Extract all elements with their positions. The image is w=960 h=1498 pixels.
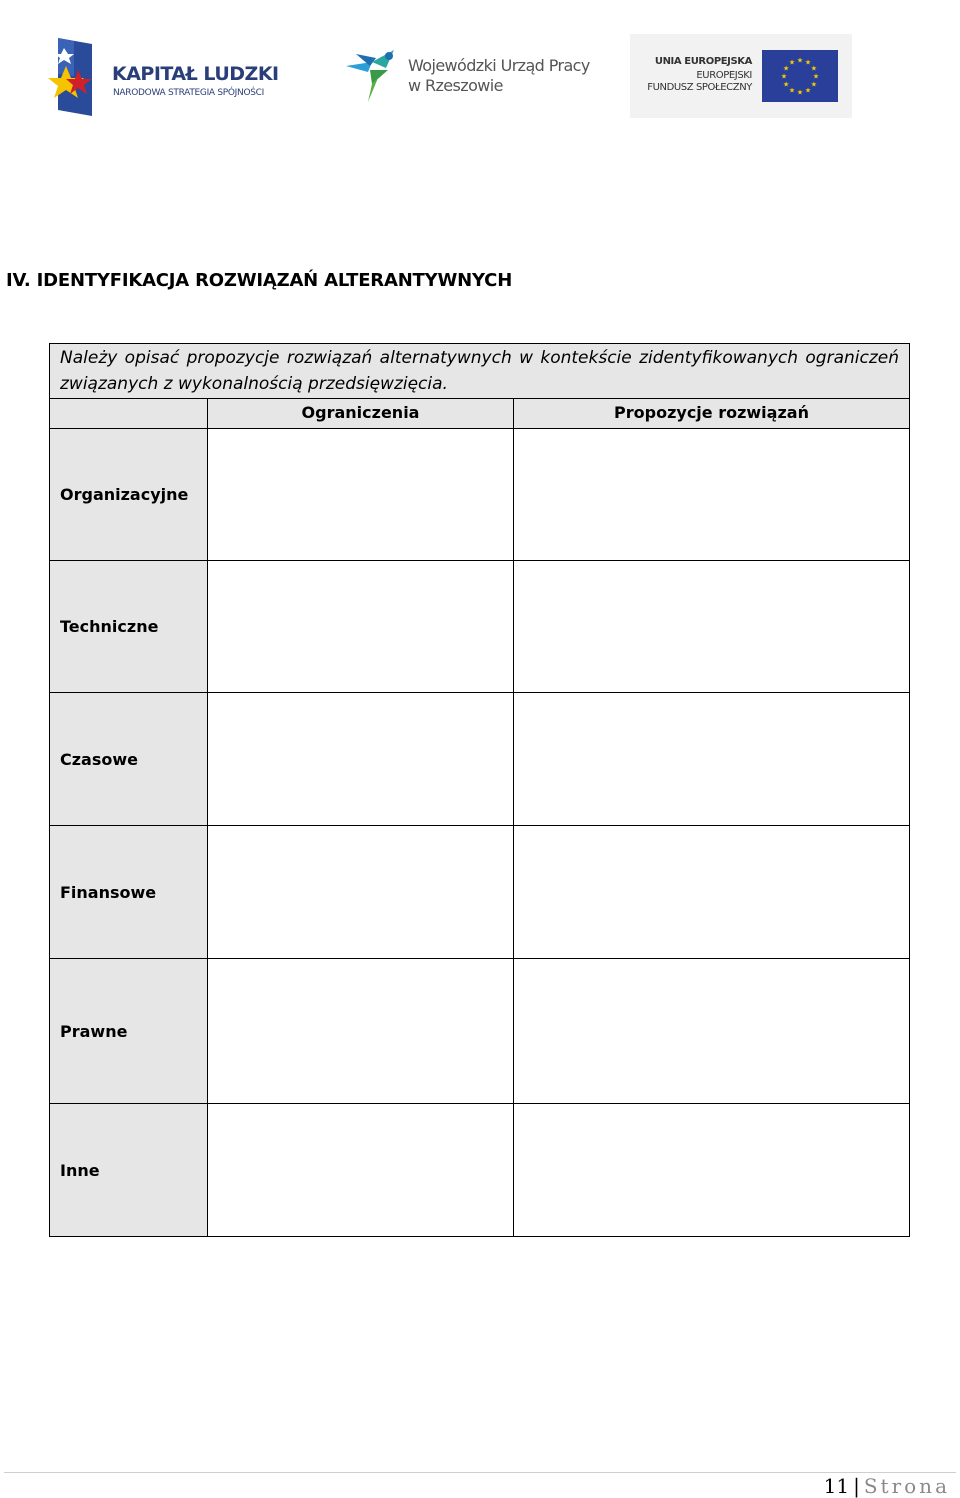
row-label-inne: Inne [49, 1103, 208, 1237]
eu-star-icon: ★ [804, 86, 812, 95]
eu-flag-icon [762, 50, 838, 102]
cell-ograniczenia-organizacyjne[interactable] [207, 428, 514, 561]
eu-star-icon: ★ [780, 72, 788, 81]
wup-name-line1: Wojewódzki Urząd Pracy [408, 56, 590, 75]
eu-star-icon: ★ [796, 56, 804, 65]
row-label-czasowe: Czasowe [49, 692, 208, 826]
eu-star-icon: ★ [804, 58, 812, 67]
cell-propozycje-techniczne[interactable] [513, 560, 910, 693]
eu-efs-logo [630, 34, 852, 118]
wup-name-line2: w Rzeszowie [408, 76, 503, 95]
footer-separator: | [853, 1474, 860, 1498]
kapital-ludzki-logo [44, 36, 294, 120]
wup-rzeszow-logo [342, 44, 602, 108]
kapital-ludzki-subtitle: NARODOWA STRATEGIA SPÓJNOŚCI [113, 88, 264, 98]
eu-star-icon: ★ [782, 80, 790, 89]
page-number: 11 [823, 1474, 850, 1498]
page-footer [824, 1474, 950, 1498]
eu-star-icon: ★ [810, 80, 818, 89]
col-header-ograniczenia: Ograniczenia [207, 398, 514, 429]
header-corner-cell [49, 398, 208, 429]
cell-ograniczenia-inne[interactable] [207, 1103, 514, 1237]
eu-name-line1: UNIA EUROPEJSKA [654, 56, 752, 67]
kapital-ludzki-title: KAPITAŁ LUDZKI [112, 63, 279, 85]
bird-emblem-icon [342, 44, 404, 108]
eu-name-line3: FUNDUSZ SPOŁECZNY [647, 82, 752, 93]
eu-star-icon: ★ [810, 64, 818, 73]
footer-divider [4, 1472, 956, 1473]
row-label-finansowe: Finansowe [49, 825, 208, 959]
eu-star-icon: ★ [796, 88, 804, 97]
row-label-techniczne: Techniczne [49, 560, 208, 693]
cell-ograniczenia-techniczne[interactable] [207, 560, 514, 693]
kapital-ludzki-emblem-icon [44, 36, 104, 120]
cell-propozycje-organizacyjne[interactable] [513, 428, 910, 561]
cell-propozycje-czasowe[interactable] [513, 692, 910, 826]
cell-ograniczenia-finansowe[interactable] [207, 825, 514, 959]
eu-star-icon: ★ [788, 58, 796, 67]
eu-star-icon: ★ [788, 86, 796, 95]
eu-star-icon: ★ [782, 64, 790, 73]
col-header-propozycje: Propozycje rozwiązań [513, 398, 910, 429]
cell-propozycje-prawne[interactable] [513, 958, 910, 1104]
table-instruction: Należy opisać propozycje rozwiązań alternatywnych w kontekście zidentyfikowanych ograniczeń związanych z wykonalnością przedsięwzięcia. [49, 343, 910, 399]
alternatives-table [49, 343, 910, 1237]
row-label-prawne: Prawne [49, 958, 208, 1104]
cell-ograniczenia-prawne[interactable] [207, 958, 514, 1104]
eu-star-icon: ★ [812, 72, 820, 81]
cell-propozycje-finansowe[interactable] [513, 825, 910, 959]
section-heading: IV. IDENTYFIKACJA ROZWIĄZAŃ ALTERANTYWNYCH [6, 270, 513, 291]
cell-ograniczenia-czasowe[interactable] [207, 692, 514, 826]
row-label-organizacyjne: Organizacyjne [49, 428, 208, 561]
eu-name-line2: EUROPEJSKI [696, 70, 752, 81]
page-word: Strona [863, 1474, 950, 1498]
cell-propozycje-inne[interactable] [513, 1103, 910, 1237]
